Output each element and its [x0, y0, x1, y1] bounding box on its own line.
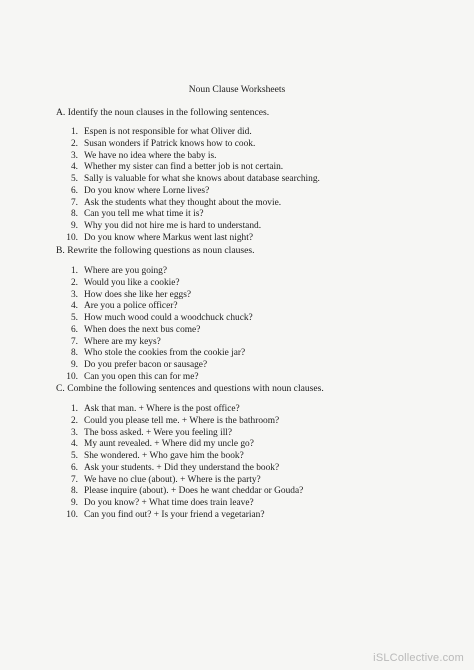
- item-text: Can you find out? + Is your friend a vegetarian?: [84, 509, 265, 520]
- list-item: [56, 463, 303, 475]
- item-text: Please inquire (about). + Does he want cheddar or Gouda?: [84, 486, 304, 497]
- list-item: [56, 451, 303, 463]
- item-number: 8.: [70, 209, 78, 220]
- list-item: [56, 360, 253, 372]
- item-number: 1.: [70, 127, 78, 137]
- item-number: 7.: [70, 336, 78, 347]
- item-number: 7.: [70, 197, 78, 208]
- item-text: Would you like a cookie?: [84, 277, 180, 288]
- item-number: 4.: [70, 301, 78, 312]
- section-a-list: [56, 127, 320, 245]
- item-text: Where are you going?: [84, 266, 168, 276]
- item-text: Can you open this can for me?: [84, 371, 199, 382]
- item-text: Susan wonders if Patrick knows how to cook.: [84, 138, 256, 149]
- item-text: Espen is not responsible for what Oliver did.: [84, 127, 252, 137]
- section-c-heading: C. Combine the following sentences and questions with noun clauses.: [56, 383, 324, 394]
- item-text: Do you know? + What time does train leave?: [84, 498, 254, 508]
- item-text: We have no idea where the baby is.: [84, 150, 217, 161]
- item-text: Whether my sister can find a better job is not certain.: [84, 162, 284, 173]
- list-item: [56, 348, 253, 360]
- item-number: 3.: [70, 289, 78, 300]
- list-item: [56, 439, 303, 451]
- item-number: 6.: [70, 462, 78, 473]
- item-number: 6.: [70, 324, 78, 335]
- list-item: [56, 486, 303, 498]
- list-item: [56, 475, 303, 487]
- item-text: She wondered. + Who gave him the book?: [84, 451, 244, 461]
- item-number: 9.: [70, 221, 78, 231]
- list-item: [56, 127, 320, 139]
- list-item: [56, 209, 320, 221]
- item-number: 4.: [70, 162, 78, 173]
- item-text: Are you a police officer?: [84, 301, 178, 312]
- list-item: [56, 416, 303, 428]
- list-item: [56, 233, 320, 245]
- item-number: 5.: [70, 313, 78, 323]
- item-number: 2.: [70, 415, 78, 426]
- item-text: Do you know where Markus went last night?: [84, 232, 253, 243]
- list-item: [56, 498, 303, 510]
- watermark: iSLCollective.com: [373, 652, 464, 664]
- item-text: Do you prefer bacon or sausage?: [84, 360, 208, 370]
- list-item: [56, 428, 303, 440]
- item-number: 8.: [70, 348, 78, 359]
- list-item: [56, 301, 253, 313]
- item-number: 3.: [70, 427, 78, 438]
- item-text: We have no clue (about). + Where is the party?: [84, 474, 261, 485]
- item-number: 6.: [70, 185, 78, 196]
- item-text: How much wood could a woodchuck chuck?: [84, 313, 253, 323]
- item-number: 5.: [70, 451, 78, 461]
- list-item: [56, 139, 320, 151]
- item-number: 9.: [70, 498, 78, 508]
- item-text: The boss asked. + Were you feeling ill?: [84, 427, 233, 438]
- item-text: Who stole the cookies from the cookie jar?: [84, 348, 246, 359]
- list-item: [56, 325, 253, 337]
- list-item: [56, 278, 253, 290]
- item-number: 7.: [70, 474, 78, 485]
- item-text: Ask your students. + Did they understand the book?: [84, 462, 280, 473]
- item-text: Where are my keys?: [84, 336, 161, 347]
- item-number: 10.: [66, 509, 78, 520]
- list-item: [56, 313, 253, 325]
- item-text: How does she like her eggs?: [84, 289, 192, 300]
- list-item: [56, 162, 320, 174]
- item-number: 9.: [70, 360, 78, 370]
- list-item: [56, 151, 320, 163]
- item-number: 3.: [70, 150, 78, 161]
- list-item: [56, 510, 303, 522]
- list-item: [56, 198, 320, 210]
- section-b-list: [56, 266, 253, 384]
- item-text: Do you know where Lorne lives?: [84, 185, 210, 196]
- item-text: Sally is valuable for what she knows about database searching.: [84, 174, 320, 184]
- list-item: [56, 337, 253, 349]
- list-item: [56, 290, 253, 302]
- list-item: [56, 372, 253, 384]
- list-item: [56, 221, 320, 233]
- item-number: 2.: [70, 138, 78, 149]
- item-number: 10.: [66, 371, 78, 382]
- section-b-heading: B. Rewrite the following questions as noun clauses.: [56, 245, 255, 256]
- item-number: 8.: [70, 486, 78, 497]
- section-a-heading: A. Identify the noun clauses in the following sentences.: [56, 107, 270, 118]
- list-item: [56, 174, 320, 186]
- list-item: [56, 404, 303, 416]
- item-text: When does the next bus come?: [84, 324, 201, 335]
- item-text: Ask that man. + Where is the post office?: [84, 404, 240, 414]
- list-item: [56, 266, 253, 278]
- item-number: 1.: [70, 266, 78, 276]
- item-text: Why you did not hire me is hard to understand.: [84, 221, 262, 231]
- item-number: 4.: [70, 439, 78, 450]
- item-number: 2.: [70, 277, 78, 288]
- item-text: Ask the students what they thought about the movie.: [84, 197, 282, 208]
- item-text: Could you please tell me. + Where is the bathroom?: [84, 415, 280, 426]
- item-number: 5.: [70, 174, 78, 184]
- item-text: My aunt revealed. + Where did my uncle go?: [84, 439, 254, 450]
- item-number: 1.: [70, 404, 78, 414]
- section-c-list: [56, 404, 303, 522]
- list-item: [56, 186, 320, 198]
- item-text: Can you tell me what time it is?: [84, 209, 204, 220]
- page-title: Noun Clause Worksheets: [188, 84, 286, 95]
- item-number: 10.: [66, 232, 78, 243]
